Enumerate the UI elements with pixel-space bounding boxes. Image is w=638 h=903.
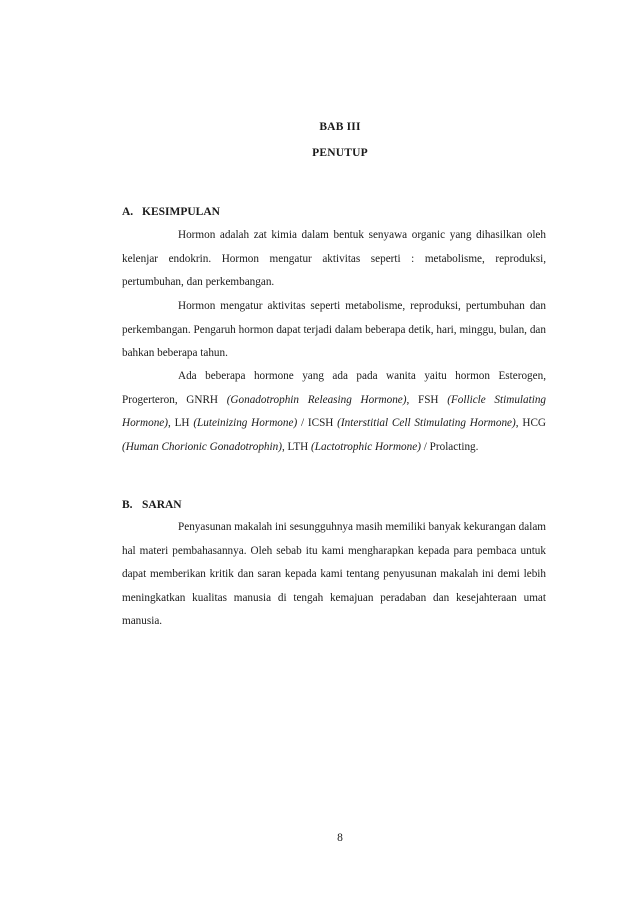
chapter-number: BAB III [319, 121, 361, 133]
section-title-text: SARAN [142, 499, 182, 511]
text-run: Ada beberapa hormone yang ada pada wanita yaitu hormon Esterogen, Progerteron, GNRH [122, 370, 546, 406]
italic-term: (Luteinizing Hormone) [193, 417, 298, 430]
conclusion-paragraph-1: Hormon adalah zat kimia dalam bentuk senyawa organic yang dihasilkan oleh kelenjar endokrin. Hormon mengatur aktivitas seperti : metabolisme, reproduksi, pertumbuhan, dan perkembangan. [122, 229, 546, 289]
italic-term: (Lactotrophic Hormone) [311, 440, 421, 453]
text-run: / Prolacting. [420, 440, 479, 453]
text-run: / ICSH [297, 417, 338, 430]
page-number: 8 [337, 832, 343, 844]
section-heading-kesimpulan [122, 206, 220, 218]
section-title-text: KESIMPULAN [142, 206, 220, 218]
section-letter: A. [122, 206, 134, 218]
text-run: , HCG [515, 417, 546, 430]
suggestion-paragraph: Penyasunan makalah ini sesungguhnya masih memiliki banyak kekurangan dalam hal materi pembahasannya. Oleh sebab itu kami mengharapkan kepada para pembaca untuk dapat memberikan kritik dan saran kepada kami tentang penyusunan makalah ini demi lebih meningkatkan kualitas manusia di tengah kemajuan peradaban dan kesejahteraan umat manusia. [122, 521, 546, 628]
chapter-title: PENUTUP [312, 147, 368, 159]
text-run: , LTH [281, 440, 312, 453]
italic-term: (Gonadotrophin Releasing Hormone) [226, 393, 407, 406]
italic-term: (Human Chorionic Gonadotrophin) [122, 440, 282, 453]
conclusion-paragraph-2: Hormon mengatur aktivitas seperti metabolisme, reproduksi, pertumbuhan dan perkembangan. Pengaruh hormon dapat terjadi dalam beberapa detik, hari, minggu, bulan, dan bahkan beberapa tahun. [122, 300, 546, 360]
section-heading-saran [122, 499, 182, 511]
conclusion-paragraph-3 [122, 365, 546, 459]
text-run: , LH [168, 417, 194, 430]
text-run: , FSH [406, 393, 448, 406]
italic-term: (Interstitial Cell Stimulating Hormone) [337, 417, 516, 430]
italic-term: (Follicle Stimulating Hormone) [122, 393, 547, 430]
section-letter: B. [122, 499, 133, 511]
